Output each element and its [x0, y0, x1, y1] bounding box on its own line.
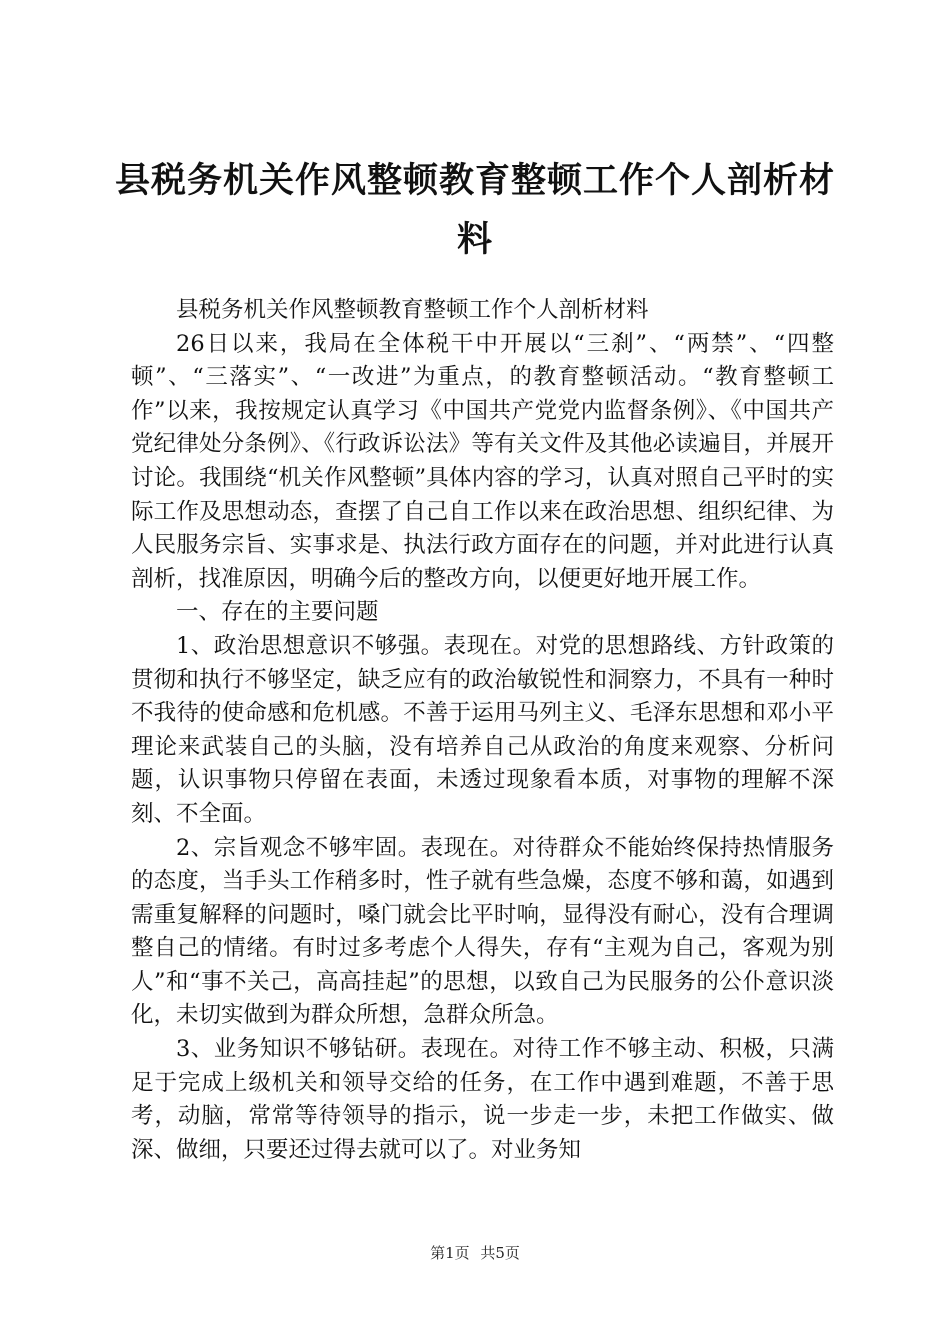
body-paragraph-item-2: 2、宗旨观念不够牢固。表现在。对待群众不能始终保持热情服务的态度，当手头工作稍多时，性子就有些急燥，态度不够和蔼，如遇到需重复解释的问题时，嗓门就会比平时响，显得没有耐心，没有合理调整自己的情绪。有时过多考虑个人得失，存有“主观为自己，客观为别人”和“事不关己，高高挂起”的思想，以致自己为民服务的公仆意识淡化，未切实做到为群众所想，急群众所急。 — [131, 834, 834, 1029]
body-paragraph-subtitle: 县税务机关作风整顿教育整顿工作个人剖析材料 — [176, 297, 649, 323]
document-body — [131, 294, 834, 1167]
document-title: 县税务机关作风整顿教育整顿工作个人剖析材料 — [114, 161, 835, 260]
page-footer — [0, 1243, 950, 1263]
page-total: 共5页 — [480, 1244, 520, 1262]
section-heading-main-problems: 一、存在的主要问题 — [176, 599, 379, 626]
body-paragraph-item-3: 3、业务知识不够钻研。表现在。对待工作不够主动、积极，只满足于完成上级机关和领导交给的任务，在工作中遇到难题，不善于思考，动脑，常常等待领导的指示，说一步走一步，未把工作做实、做深、做细，只要还过得去就可以了。对业务知 — [131, 1036, 834, 1163]
page-number: 第1页 — [430, 1244, 470, 1262]
body-paragraph-item-1: 1、政治思想意识不够强。表现在。对党的思想路线、方针政策的贯彻和执行不够坚定，缺乏应有的政治敏锐性和洞察力，不具有一种时不我待的使命感和危机感。不善于运用马列主义、毛泽东思想和邓小平理论来武装自己的头脑，没有培养自己从政治的角度来观察、分析问题，认识事物只停留在表面，未透过现象看本质，对事物的理解不深刻、不全面。 — [131, 632, 834, 827]
body-paragraph-intro: 26日以来，我局在全体税干中开展以“三刹”、“两禁”、“四整顿”、“三落实”、“一改进”为重点，的教育整顿活动。“教育整顿工作”以来，我按规定认真学习《中国共产党党内监督条例》、《中国共产党纪律处分条例》、《行政诉讼法》等有关文件及其他必读遍目，并展开讨论。我围绕“机关作风整顿”具体内容的学习，认真对照自己平时的实际工作及思想动态，查摆了自己自工作以来在政治思想、组织纪律、为人民服务宗旨、实事求是、执法行政方面存在的问题，并对此进行认真剖析，找准原因，明确今后的整改方向，以便更好地开展工作。 — [131, 330, 834, 592]
